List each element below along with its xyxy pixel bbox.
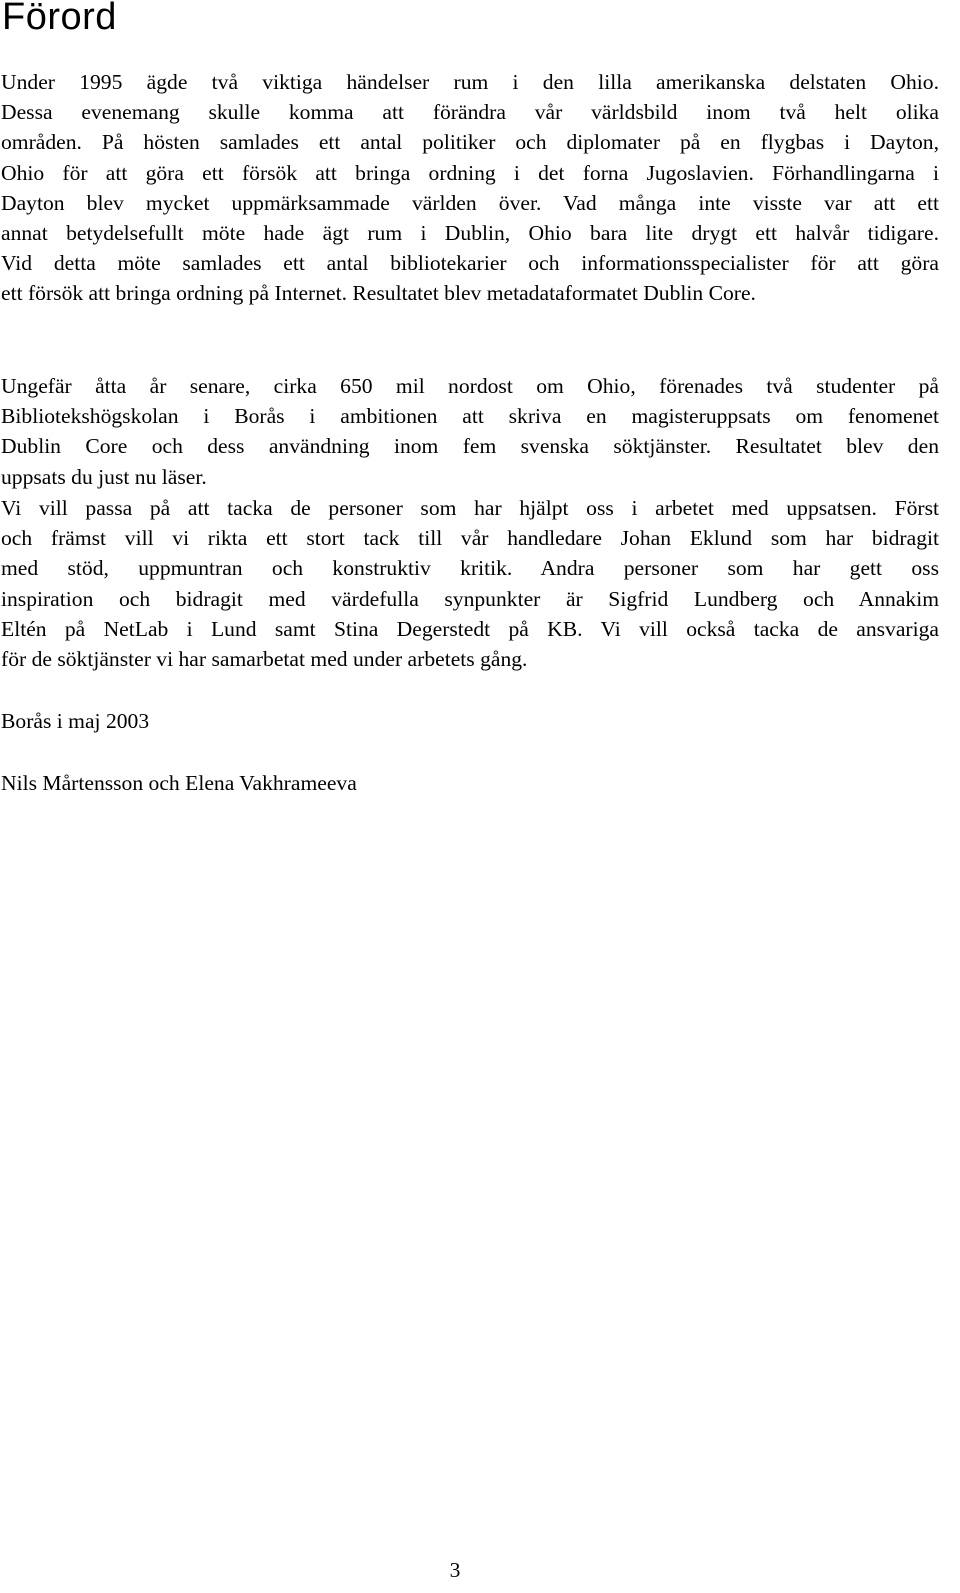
paragraph-intro — [1, 67, 939, 309]
text-line: annat betydelsefullt möte hade ägt rum i Dublin, Ohio bara lite drygt ett halvår tidigare. — [1, 221, 939, 246]
authors — [1, 768, 939, 798]
text-line: Borås i maj 2003 — [1, 709, 150, 733]
paragraph-students — [1, 371, 939, 492]
text-line: områden. På hösten samlades ett antal politiker och diplomater på en flygbas i Dayton, — [1, 130, 939, 155]
text-line: Dublin Core och dess användning inom fem svenska söktjänster. Resultatet blev den — [1, 434, 939, 459]
text-line: för de söktjänster vi har samarbetat med under arbetets gång. — [1, 647, 528, 672]
text-line: Bibliotekshögskolan i Borås i ambitionen att skriva en magisteruppsats om fenomenet — [1, 404, 939, 429]
text-line: Under 1995 ägde två viktiga händelser rum i den lilla amerikanska delstaten Ohio. — [1, 70, 939, 94]
text-line: Eltén på NetLab i Lund samt Stina Degerstedt på KB. Vi vill också tacka de ansvariga — [1, 616, 939, 641]
text-line: ett försök att bringa ordning på Internet. Resultatet blev metadataformatet Dublin Core. — [1, 281, 756, 306]
text-line: Nils Mårtensson och Elena Vakhrameeva — [1, 771, 357, 795]
text-line: Dayton blev mycket uppmärksammade världen över. Vad många inte visste var att ett — [1, 190, 939, 215]
text-line: inspiration och bidragit med värdefulla synpunkter är Sigfrid Lundberg och Annakim — [1, 586, 939, 611]
page-number: 3 — [449, 1558, 461, 1582]
text-line: Vid detta möte samlades ett antal bibliotekarier och informationsspecialister för att göra — [1, 251, 939, 276]
place-date — [1, 706, 939, 736]
text-line: Ohio för att göra ett försök att bringa ordning i det forna Jugoslavien. Förhandlingarna i — [1, 160, 939, 185]
text-line: uppsats du just nu läser. — [1, 464, 207, 489]
text-line: Dessa evenemang skulle komma att förändra vår världsbild inom två helt olika — [1, 100, 939, 125]
paragraph-acknowledgements — [1, 493, 939, 674]
text-line: Ungefär åtta år senare, cirka 650 mil nordost om Ohio, förenades två studenter på — [1, 374, 939, 398]
text-line: Vi vill passa på att tacka de personer som har hjälpt oss i arbetet med uppsatsen. Först — [1, 496, 939, 520]
text-line: och främst vill vi rikta ett stort tack till vår handledare Johan Eklund som har bidragit — [1, 526, 939, 551]
page-title: Förord — [2, 0, 117, 38]
text-line: med stöd, uppmuntran och konstruktiv kritik. Andra personer som har gett oss — [1, 556, 939, 581]
